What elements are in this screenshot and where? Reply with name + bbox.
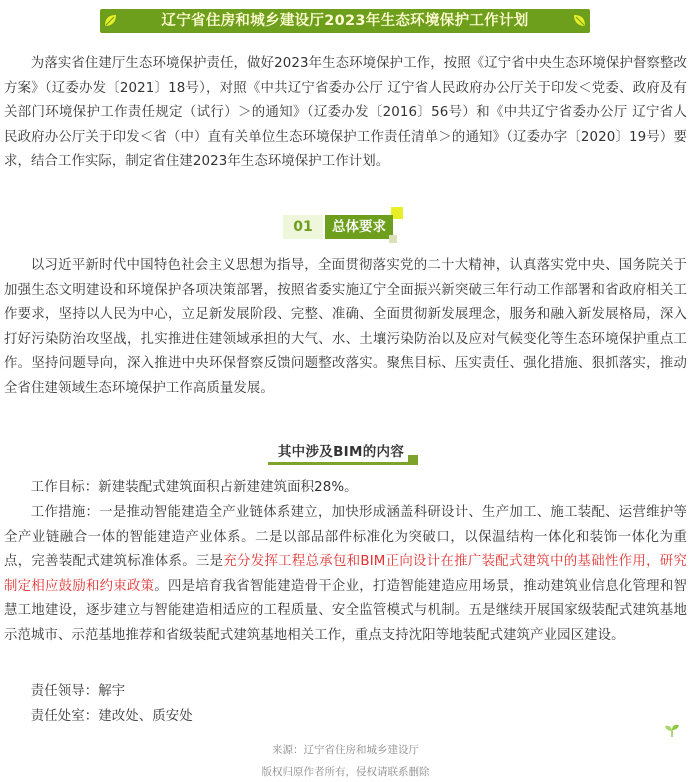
decor-square bbox=[408, 455, 418, 465]
measures-highlight: 充分发挥工程总承包和BIM正向设计在推广装配式建筑中的基础性作用，研究制定相应鼓励和约束政策 bbox=[4, 554, 687, 594]
measures-text-continued: 。四是培育我省智能建造骨干企业，打造智能建造应用场景，推动建筑业信息化管理和智慧工地建设，逐步建立与智能建造相适应的工程质量、安全监管模式与机制。五是继续开展国家级装配式建筑基地示范城市、示范基地推荐和省级装配式建筑基地相关工作，重点支持沈阳等地装配式建筑产业园区建设。 bbox=[4, 578, 687, 643]
work-measures bbox=[4, 501, 687, 648]
section-label: 总体要求 bbox=[325, 215, 393, 239]
overall-requirements-paragraph: 以习近平新时代中国特色社会主义思想为指导，全面贯彻落实党的二十大精神，认真落实党中央、国务院关于加强生态文明建设和环境保护各项决策部署，按照省委实施辽宁全面振兴新突破三年行动工作部署和省政府相关工作要求，坚持以人民为中心，立足新发展阶段、完整、准确、全面贯彻新发展理念，服务和融入新发展格局，深入打好污染防治攻坚战，扎实推进住建领域承担的大气、水、土壤污染防治以及应对气候变化等生态环境保护重点工作。坚持问题导向，深入推进中央环保督察反馈问题整改落实。聚焦目标、压实责任、强化措施、狠抓落实，推动全省住建领域生态环境保护工作高质量发展。 bbox=[4, 258, 687, 396]
decor-square bbox=[389, 235, 397, 243]
intro-paragraph: 为落实省住建厅生态环境保护责任，做好2023年生态环境保护工作，按照《辽宁省中央生态环境保护督察整改方案》（辽委办发〔2021〕18号），对照《中共辽宁省委办公厅 辽宁省人民政府办公厅关于印发＜党委、政府及有关部门环境保护工作责任规定（试行）＞的通知》（辽委办发〔2016〕56号）和《中共辽宁省委办公厅 辽宁省人民政府办公厅关于印发＜省（中）直有关单位生态环境保护工作责任清单＞的通知》（辽委办字〔2020〕19号）要求，结合工作实际，制定省住建2023年生态环境保护工作计划。 bbox=[4, 56, 687, 169]
copyright-line: 版权归原作者所有，侵权请联系删除 bbox=[261, 766, 430, 778]
responsible-leader: 责任领导：解宇 bbox=[30, 684, 126, 699]
section-number: 01 bbox=[293, 219, 313, 235]
heading-underline bbox=[268, 462, 414, 465]
source-line: 来源：辽宁省住房和城乡建设厅 bbox=[272, 744, 419, 756]
work-goal: 工作目标：新建装配式建筑面积占新建建筑面积28%。 bbox=[30, 480, 358, 495]
section-header-overall bbox=[283, 213, 403, 243]
page-title: 辽宁省住房和城乡建设厅2023年生态环境保护工作计划 bbox=[161, 13, 529, 29]
responsible-office: 责任处室：建改处、质安处 bbox=[30, 709, 193, 724]
bim-subheading bbox=[266, 436, 416, 466]
leaf-icon bbox=[573, 14, 586, 27]
sprout-icon bbox=[664, 724, 680, 738]
title-banner bbox=[100, 9, 590, 33]
measures-text: 工作措施：一是推动智能建造全产业链体系建立，加快形成涵盖科研设计、生产加工、施工装配、运营维护等全产业链融合一体的智能建造产业体系。二是以部品部件标准化为突破口，以保温结构一体化和装饰一体化为重点，完善装配式建筑标准体系。三是 bbox=[4, 505, 687, 569]
bim-heading-text: 其中涉及BIM的内容 bbox=[277, 444, 405, 460]
